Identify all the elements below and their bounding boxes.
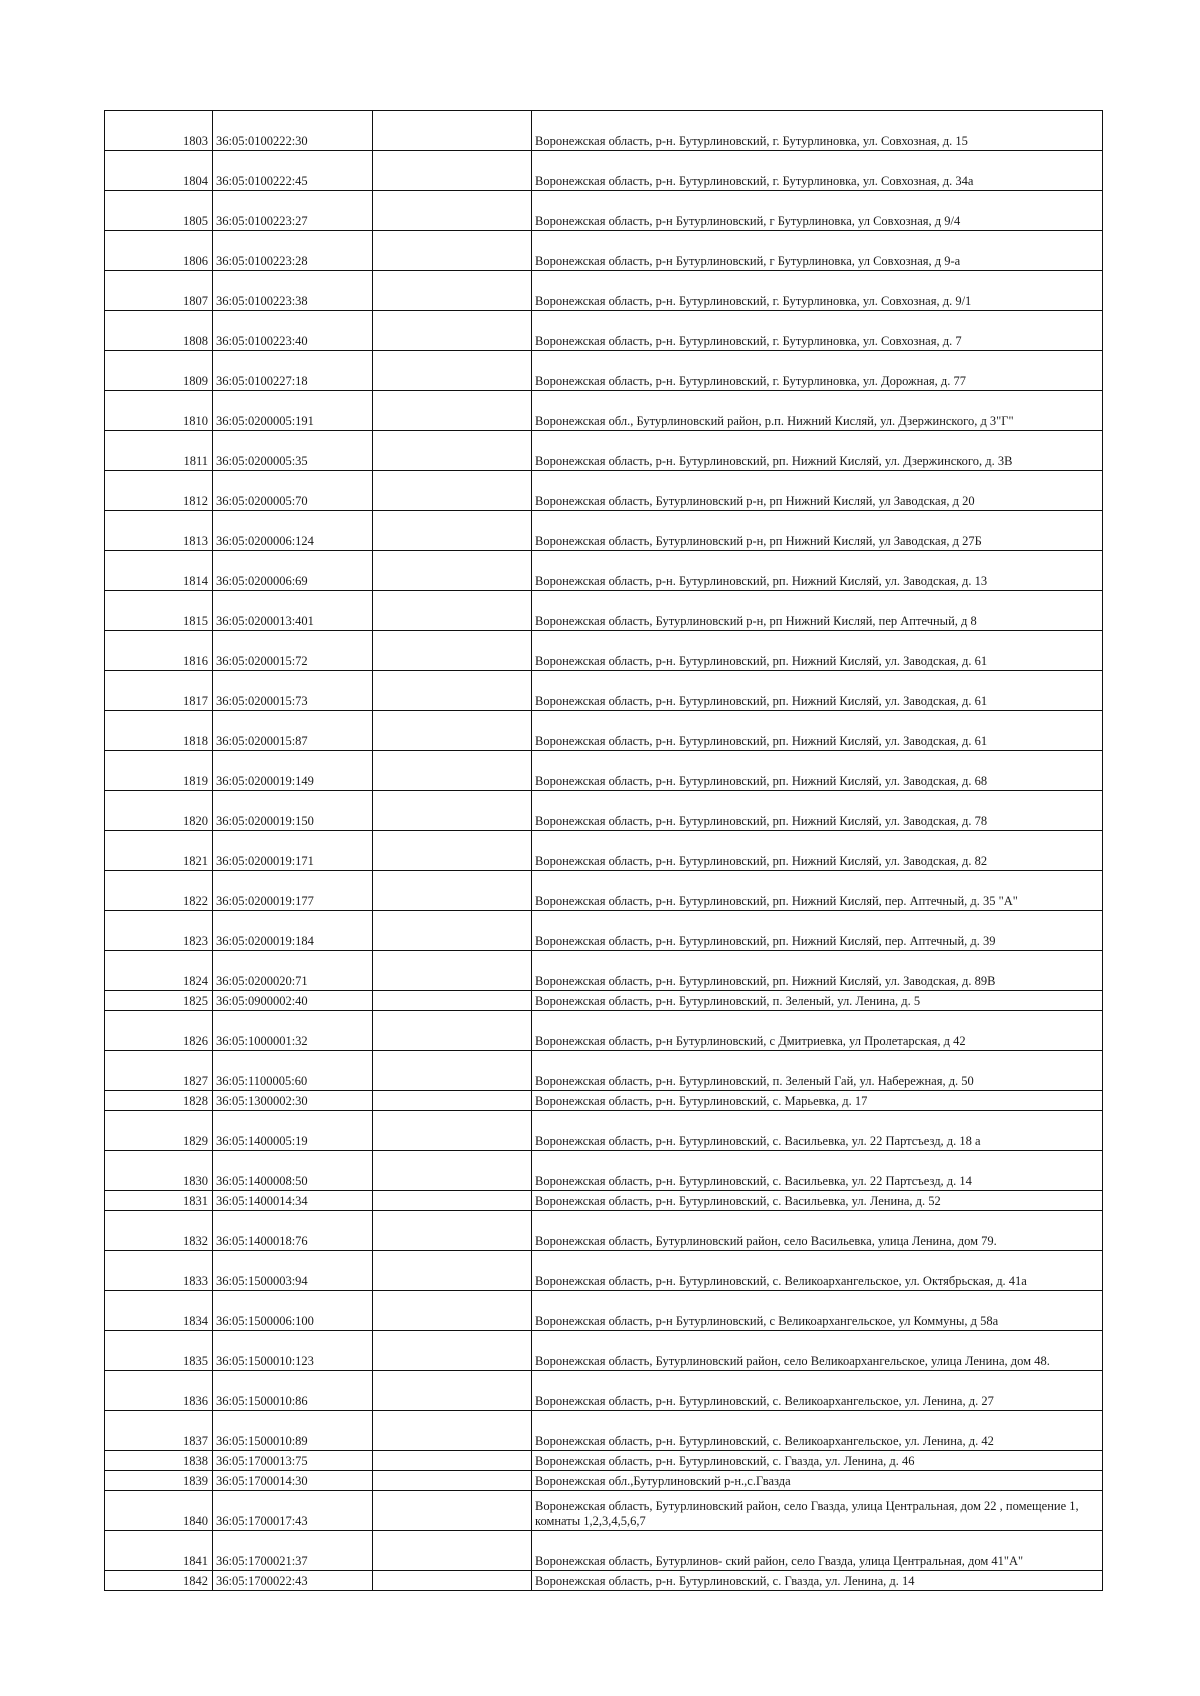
table-row (105, 951, 1103, 991)
address-cell: Воронежская обл.,Бутурлиновский р-н.,с.Гвазда (532, 1471, 1103, 1491)
empty-cell (373, 191, 532, 231)
cadastral-number-cell: 36:05:1700014:30 (213, 1471, 373, 1491)
address-cell: Воронежская область, р-н. Бутурлиновский, с. Великоархангельское, ул. Ленина, д. 27 (532, 1371, 1103, 1411)
row-number-cell: 1813 (105, 511, 213, 551)
empty-cell (373, 791, 532, 831)
table-row (105, 111, 1103, 151)
empty-cell (373, 1371, 532, 1411)
cadastral-number-cell: 36:05:0200005:35 (213, 431, 373, 471)
cadastral-number-cell: 36:05:0200015:72 (213, 631, 373, 671)
address-cell: Воронежская область, р-н. Бутурлиновский, с. Марьевка, д. 17 (532, 1091, 1103, 1111)
row-number-cell: 1819 (105, 751, 213, 791)
table-row (105, 191, 1103, 231)
cadastral-number-cell: 36:05:0200015:73 (213, 671, 373, 711)
row-number-cell: 1804 (105, 151, 213, 191)
address-cell: Воронежская область, р-н Бутурлиновский, с Дмитриевка, ул Пролетарская, д 42 (532, 1011, 1103, 1051)
empty-cell (373, 1091, 532, 1111)
empty-cell (373, 671, 532, 711)
address-cell: Воронежская область, Бутурлиновский р-н, рп Нижний Кисляй, ул Заводская, д 27Б (532, 511, 1103, 551)
table-row (105, 1251, 1103, 1291)
cadastral-number-cell: 36:05:0100223:27 (213, 191, 373, 231)
cadastral-number-cell: 36:05:1400014:34 (213, 1191, 373, 1211)
table-row (105, 1151, 1103, 1191)
table-row (105, 1111, 1103, 1151)
address-cell: Воронежская область, р-н. Бутурлиновский, рп. Нижний Кисляй, ул. Заводская, д. 68 (532, 751, 1103, 791)
cadastral-number-cell: 36:05:0200013:401 (213, 591, 373, 631)
address-cell: Воронежская область, р-н. Бутурлиновский, рп. Нижний Кисляй, ул. Заводская, д. 13 (532, 551, 1103, 591)
table-row (105, 1571, 1103, 1591)
cadastral-number-cell: 36:05:1400018:76 (213, 1211, 373, 1251)
address-cell: Воронежская область, р-н. Бутурлиновский, рп. Нижний Кисляй, ул. Заводская, д. 89В (532, 951, 1103, 991)
table-row (105, 1331, 1103, 1371)
empty-cell (373, 751, 532, 791)
address-cell: Воронежская область, Бутурлиновский р-н, рп Нижний Кисляй, ул Заводская, д 20 (532, 471, 1103, 511)
empty-cell (373, 831, 532, 871)
table-row (105, 711, 1103, 751)
empty-cell (373, 391, 532, 431)
row-number-cell: 1815 (105, 591, 213, 631)
table-row (105, 671, 1103, 711)
row-number-cell: 1829 (105, 1111, 213, 1151)
cadastral-number-cell: 36:05:1500010:89 (213, 1411, 373, 1451)
address-cell: Воронежская область, Бутурлиновский район, село Васильевка, улица Ленина, дом 79. (532, 1211, 1103, 1251)
table-row (105, 1211, 1103, 1251)
row-number-cell: 1817 (105, 671, 213, 711)
table-row (105, 1091, 1103, 1111)
table-row (105, 1491, 1103, 1531)
address-cell: Воронежская область, Бутурлиновский район, село Гвазда, улица Центральная, дом 22 , помещение 1, комнаты 1,2,3,4,5,6,7 (532, 1491, 1103, 1531)
row-number-cell: 1827 (105, 1051, 213, 1091)
row-number-cell: 1811 (105, 431, 213, 471)
address-cell: Воронежская область, р-н. Бутурлиновский, с. Гвазда, ул. Ленина, д. 46 (532, 1451, 1103, 1471)
address-cell: Воронежская область, р-н. Бутурлиновский, п. Зеленый, ул. Ленина, д. 5 (532, 991, 1103, 1011)
row-number-cell: 1808 (105, 311, 213, 351)
address-cell: Воронежская область, р-н. Бутурлиновский, рп. Нижний Кисляй, ул. Заводская, д. 82 (532, 831, 1103, 871)
empty-cell (373, 1111, 532, 1151)
row-number-cell: 1816 (105, 631, 213, 671)
empty-cell (373, 711, 532, 751)
cadastral-number-cell: 36:05:1400008:50 (213, 1151, 373, 1191)
row-number-cell: 1809 (105, 351, 213, 391)
cadastral-number-cell: 36:05:0200006:124 (213, 511, 373, 551)
empty-cell (373, 1331, 532, 1371)
table-row (105, 991, 1103, 1011)
empty-cell (373, 471, 532, 511)
row-number-cell: 1822 (105, 871, 213, 911)
table-row (105, 1051, 1103, 1091)
cadastral-number-cell: 36:05:0200019:171 (213, 831, 373, 871)
table-row (105, 311, 1103, 351)
table-row (105, 1011, 1103, 1051)
empty-cell (373, 1051, 532, 1091)
cadastral-number-cell: 36:05:0200020:71 (213, 951, 373, 991)
row-number-cell: 1836 (105, 1371, 213, 1411)
empty-cell (373, 111, 532, 151)
table-row (105, 1451, 1103, 1471)
address-cell: Воронежская область, р-н. Бутурлиновский, с. Великоархангельское, ул. Октябрьская, д. 41а (532, 1251, 1103, 1291)
row-number-cell: 1812 (105, 471, 213, 511)
cadastral-number-cell: 36:05:0200019:177 (213, 871, 373, 911)
row-number-cell: 1823 (105, 911, 213, 951)
address-cell: Воронежская область, р-н. Бутурлиновский, с. Васильевка, ул. Ленина, д. 52 (532, 1191, 1103, 1211)
empty-cell (373, 1251, 532, 1291)
empty-cell (373, 1411, 532, 1451)
address-cell: Воронежская область, р-н. Бутурлиновский, рп. Нижний Кисляй, пер. Аптечный, д. 39 (532, 911, 1103, 951)
cadastral-number-cell: 36:05:1700013:75 (213, 1451, 373, 1471)
address-cell: Воронежская область, р-н. Бутурлиновский, рп. Нижний Кисляй, пер. Аптечный, д. 35 "А" (532, 871, 1103, 911)
empty-cell (373, 1151, 532, 1191)
cadastral-number-cell: 36:05:0100223:38 (213, 271, 373, 311)
table-row (105, 1411, 1103, 1451)
cadastral-number-cell: 36:05:0100223:28 (213, 231, 373, 271)
address-cell: Воронежская область, р-н. Бутурлиновский, рп. Нижний Кисляй, ул. Дзержинского, д. 3В (532, 431, 1103, 471)
empty-cell (373, 1451, 532, 1471)
address-cell: Воронежская область, р-н. Бутурлиновский, рп. Нижний Кисляй, ул. Заводская, д. 61 (532, 671, 1103, 711)
row-number-cell: 1830 (105, 1151, 213, 1191)
empty-cell (373, 991, 532, 1011)
address-cell: Воронежская обл., Бутурлиновский район, р.п. Нижний Кисляй, ул. Дзержинского, д 3"Г" (532, 391, 1103, 431)
address-cell: Воронежская область, р-н. Бутурлиновский, рп. Нижний Кисляй, ул. Заводская, д. 61 (532, 631, 1103, 671)
empty-cell (373, 591, 532, 631)
row-number-cell: 1841 (105, 1531, 213, 1571)
row-number-cell: 1810 (105, 391, 213, 431)
table-row (105, 791, 1103, 831)
empty-cell (373, 1491, 532, 1531)
table-row (105, 271, 1103, 311)
table-row (105, 631, 1103, 671)
table-row (105, 871, 1103, 911)
empty-cell (373, 1291, 532, 1331)
table-row (105, 471, 1103, 511)
row-number-cell: 1834 (105, 1291, 213, 1331)
cadastral-number-cell: 36:05:0200005:70 (213, 471, 373, 511)
row-number-cell: 1824 (105, 951, 213, 991)
address-cell: Воронежская область, Бутурлиновский район, село Великоархангельское, улица Ленина, дом 48. (532, 1331, 1103, 1371)
table-row (105, 431, 1103, 471)
address-cell: Воронежская область, р-н. Бутурлиновский, г. Бутурлиновка, ул. Совхозная, д. 9/1 (532, 271, 1103, 311)
address-cell: Воронежская область, р-н. Бутурлиновский, с. Великоархангельское, ул. Ленина, д. 42 (532, 1411, 1103, 1451)
empty-cell (373, 351, 532, 391)
row-number-cell: 1835 (105, 1331, 213, 1371)
cadastral-number-cell: 36:05:1500003:94 (213, 1251, 373, 1291)
cadastral-number-cell: 36:05:0200019:184 (213, 911, 373, 951)
address-cell: Воронежская область, р-н. Бутурлиновский, г. Бутурлиновка, ул. Совхозная, д. 34а (532, 151, 1103, 191)
empty-cell (373, 871, 532, 911)
address-cell: Воронежская область, р-н Бутурлиновский, г Бутурлиновка, ул Совхозная, д 9/4 (532, 191, 1103, 231)
table-row (105, 751, 1103, 791)
row-number-cell: 1825 (105, 991, 213, 1011)
address-cell: Воронежская область, р-н. Бутурлиновский, с. Васильевка, ул. 22 Партсъезд, д. 14 (532, 1151, 1103, 1191)
cadastral-number-cell: 36:05:1700022:43 (213, 1571, 373, 1591)
cadastral-number-cell: 36:05:0100222:45 (213, 151, 373, 191)
table-row (105, 231, 1103, 271)
cadastral-number-cell: 36:05:1500010:86 (213, 1371, 373, 1411)
empty-cell (373, 431, 532, 471)
empty-cell (373, 911, 532, 951)
address-cell: Воронежская область, р-н. Бутурлиновский, п. Зеленый Гай, ул. Набережная, д. 50 (532, 1051, 1103, 1091)
empty-cell (373, 151, 532, 191)
cadastral-number-cell: 36:05:1100005:60 (213, 1051, 373, 1091)
table-row (105, 351, 1103, 391)
table-row (105, 1471, 1103, 1491)
empty-cell (373, 231, 532, 271)
row-number-cell: 1807 (105, 271, 213, 311)
row-number-cell: 1842 (105, 1571, 213, 1591)
row-number-cell: 1839 (105, 1471, 213, 1491)
table-row (105, 551, 1103, 591)
empty-cell (373, 551, 532, 591)
cadastral-number-cell: 36:05:1300002:30 (213, 1091, 373, 1111)
cadastral-number-cell: 36:05:1400005:19 (213, 1111, 373, 1151)
cadastral-number-cell: 36:05:1000001:32 (213, 1011, 373, 1051)
empty-cell (373, 1471, 532, 1491)
table-row (105, 911, 1103, 951)
row-number-cell: 1805 (105, 191, 213, 231)
cadastral-number-cell: 36:05:0200015:87 (213, 711, 373, 751)
row-number-cell: 1838 (105, 1451, 213, 1471)
address-cell: Воронежская область, р-н. Бутурлиновский, г. Бутурлиновка, ул. Дорожная, д. 77 (532, 351, 1103, 391)
cadastral-number-cell: 36:05:0100227:18 (213, 351, 373, 391)
address-cell: Воронежская область, р-н. Бутурлиновский, рп. Нижний Кисляй, ул. Заводская, д. 61 (532, 711, 1103, 751)
address-cell: Воронежская область, р-н Бутурлиновский, с Великоархангельское, ул Коммуны, д 58а (532, 1291, 1103, 1331)
address-cell: Воронежская область, р-н. Бутурлиновский, г. Бутурлиновка, ул. Совхозная, д. 7 (532, 311, 1103, 351)
empty-cell (373, 1571, 532, 1591)
empty-cell (373, 951, 532, 991)
empty-cell (373, 311, 532, 351)
empty-cell (373, 271, 532, 311)
row-number-cell: 1803 (105, 111, 213, 151)
table-row (105, 1191, 1103, 1211)
row-number-cell: 1832 (105, 1211, 213, 1251)
empty-cell (373, 1211, 532, 1251)
cadastral-number-cell: 36:05:0200019:149 (213, 751, 373, 791)
row-number-cell: 1814 (105, 551, 213, 591)
row-number-cell: 1833 (105, 1251, 213, 1291)
empty-cell (373, 511, 532, 551)
cadastral-number-cell: 36:05:1500006:100 (213, 1291, 373, 1331)
table-row (105, 1531, 1103, 1571)
address-cell: Воронежская область, р-н. Бутурлиновский, с. Васильевка, ул. 22 Партсъезд, д. 18 а (532, 1111, 1103, 1151)
registry-rows (105, 111, 1103, 1591)
empty-cell (373, 1531, 532, 1571)
row-number-cell: 1826 (105, 1011, 213, 1051)
row-number-cell: 1828 (105, 1091, 213, 1111)
table-row (105, 1291, 1103, 1331)
cadastral-number-cell: 36:05:0900002:40 (213, 991, 373, 1011)
address-cell: Воронежская область, р-н. Бутурлиновский, рп. Нижний Кисляй, ул. Заводская, д. 78 (532, 791, 1103, 831)
registry-table (104, 110, 1103, 1591)
cadastral-number-cell: 36:05:1500010:123 (213, 1331, 373, 1371)
cadastral-number-cell: 36:05:0200019:150 (213, 791, 373, 831)
cadastral-number-cell: 36:05:1700021:37 (213, 1531, 373, 1571)
row-number-cell: 1821 (105, 831, 213, 871)
table-row (105, 1371, 1103, 1411)
table-row (105, 831, 1103, 871)
table-row (105, 511, 1103, 551)
address-cell: Воронежская область, Бутурлинов- ский район, село Гвазда, улица Центральная, дом 41"А" (532, 1531, 1103, 1571)
cadastral-number-cell: 36:05:0200005:191 (213, 391, 373, 431)
row-number-cell: 1837 (105, 1411, 213, 1451)
address-cell: Воронежская область, Бутурлиновский р-н, рп Нижний Кисляй, пер Аптечный, д 8 (532, 591, 1103, 631)
row-number-cell: 1818 (105, 711, 213, 751)
empty-cell (373, 1191, 532, 1211)
empty-cell (373, 1011, 532, 1051)
row-number-cell: 1806 (105, 231, 213, 271)
cadastral-number-cell: 36:05:0100223:40 (213, 311, 373, 351)
row-number-cell: 1840 (105, 1491, 213, 1531)
row-number-cell: 1820 (105, 791, 213, 831)
row-number-cell: 1831 (105, 1191, 213, 1211)
address-cell: Воронежская область, р-н. Бутурлиновский, с. Гвазда, ул. Ленина, д. 14 (532, 1571, 1103, 1591)
table-row (105, 591, 1103, 631)
address-cell: Воронежская область, р-н Бутурлиновский, г Бутурлиновка, ул Совхозная, д 9-а (532, 231, 1103, 271)
cadastral-number-cell: 36:05:0200006:69 (213, 551, 373, 591)
table-row (105, 151, 1103, 191)
empty-cell (373, 631, 532, 671)
cadastral-number-cell: 36:05:1700017:43 (213, 1491, 373, 1531)
address-cell: Воронежская область, р-н. Бутурлиновский, г. Бутурлиновка, ул. Совхозная, д. 15 (532, 111, 1103, 151)
cadastral-number-cell: 36:05:0100222:30 (213, 111, 373, 151)
table-row (105, 391, 1103, 431)
